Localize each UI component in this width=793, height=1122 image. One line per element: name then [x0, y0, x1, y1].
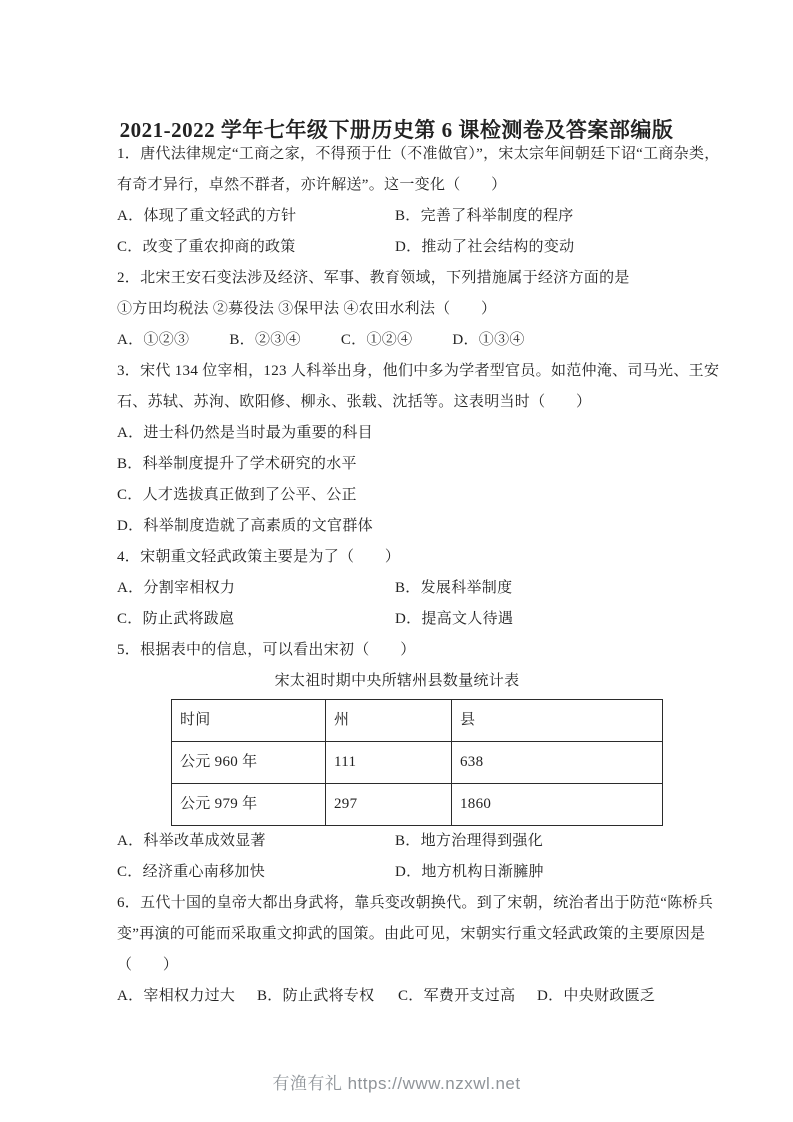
- q6-option-d: D．中央财政匮乏: [537, 988, 656, 1004]
- question-5-text-line-1: 5．根据表中的信息，可以看出宋初（ ）: [117, 642, 416, 658]
- footer-watermark: 有渔有礼 https://www.nzxwl.net: [272, 1074, 521, 1093]
- q4-option-b: B．发展科举制度: [395, 580, 513, 596]
- question-3-text-line-2: 石、苏轼、苏洵、欧阳修、柳永、张载、沈括等。这表明当时（ ）: [117, 394, 592, 410]
- q6-option-a: A．宰相权力过大: [117, 988, 236, 1004]
- question-2-text-line-1: 2．北宋王安石变法涉及经济、军事、教育领域，下列措施属于经济方面的是: [117, 270, 630, 286]
- question-2-text-line-2: ①方田均税法 ②募役法 ③保甲法 ④农田水利法（ ）: [117, 301, 497, 317]
- question-1-text-line-2: 有奇才异行，卓然不群者，亦许解送”。这一变化（ ）: [117, 177, 507, 193]
- question-1-options-row-2: [117, 232, 677, 263]
- q2-option-b: B．②③④: [229, 332, 301, 348]
- table-header-county: 县: [452, 700, 663, 742]
- question-4-options-row-1: [117, 573, 677, 604]
- table-cell-counties-960: 638: [452, 742, 663, 784]
- table-header-prefecture: 州: [326, 700, 452, 742]
- q5-option-a: A．科举改革成效显著: [117, 833, 266, 849]
- question-5-options-row-2: [117, 857, 677, 888]
- q3-option-c: C．人才选拔真正做到了公平、公正: [117, 487, 357, 503]
- table-caption: 宋太祖时期中央所辖州县数量统计表: [274, 673, 520, 689]
- q5-option-c: C．经济重心南移加快: [117, 864, 266, 880]
- question-5: [117, 635, 677, 888]
- q4-option-a: A．分割宰相权力: [117, 580, 236, 596]
- table-header-row: [172, 700, 663, 742]
- table-cell-year-960: 公元 960 年: [172, 742, 326, 784]
- q1-option-b: B．完善了科举制度的程序: [395, 208, 574, 224]
- question-6-options-row: [117, 981, 677, 1012]
- q3-option-d: D．科举制度造就了高素质的文官群体: [117, 518, 373, 534]
- table-cell-prefectures-979: 297: [326, 784, 452, 826]
- question-6-text-line-3: （ ）: [117, 957, 179, 973]
- question-3-text-line-1: 3．宋代 134 位宰相，123 人科举出身，他们中多为学者型官员。如范仲淹、司马光、王安: [117, 363, 720, 379]
- table-row-960: [172, 742, 663, 784]
- q6-option-b: B．防止武将专权: [257, 988, 375, 1004]
- q6-option-c: C．军费开支过高: [398, 988, 516, 1004]
- table-cell-prefectures-960: 111: [326, 742, 452, 784]
- exam-content: [117, 139, 720, 1012]
- table-row-979: [172, 784, 663, 826]
- question-4-options-row-2: [117, 604, 677, 635]
- table-cell-year-979: 公元 979 年: [172, 784, 326, 826]
- question-1-options-row-1: [117, 201, 677, 232]
- q1-option-d: D．推动了社会结构的变动: [395, 239, 575, 255]
- question-6-text-line-1: 6．五代十国的皇帝大都出身武将，靠兵变改朝换代。到了宋朝，统治者出于防范“陈桥兵: [117, 895, 714, 911]
- q1-option-c: C．改变了重农抑商的政策: [117, 239, 296, 255]
- question-2-options-row: [117, 325, 677, 356]
- q4-option-d: D．提高文人待遇: [395, 611, 514, 627]
- question-1-text-line-1: 1．唐代法律规定“工商之家，不得预于仕（不准做官）”，宋太宗年间朝廷下诏“工商杂类，: [117, 146, 720, 162]
- q5-option-b: B．地方治理得到强化: [395, 833, 544, 849]
- q4-option-c: C．防止武将跋扈: [117, 611, 235, 627]
- q3-option-b: B．科举制度提升了学术研究的水平: [117, 456, 357, 472]
- q2-option-c: C．①②④: [340, 332, 413, 348]
- page-title: 2021-2022 学年七年级下册历史第 6 课检测卷及答案部编版: [119, 118, 674, 143]
- q2-option-d: D．①③④: [452, 332, 525, 348]
- question-5-options-row-1: [117, 826, 677, 857]
- q1-option-a: A．体现了重文轻武的方针: [117, 208, 297, 224]
- question-2: [117, 263, 677, 356]
- question-1: [117, 139, 720, 263]
- question-4: [117, 542, 677, 635]
- question-6: [117, 888, 714, 1012]
- question-6-text-line-2: 变”再演的可能而采取重文抑武的国策。由此可见，宋朝实行重文轻武政策的主要原因是: [117, 926, 706, 942]
- table-cell-counties-979: 1860: [452, 784, 663, 826]
- table-header-time: 时间: [172, 700, 326, 742]
- q3-option-a: A．进士科仍然是当时最为重要的科目: [117, 425, 373, 441]
- stat-table: [171, 699, 663, 826]
- question-3: [117, 356, 720, 542]
- question-4-text-line-1: 4．宋朝重文轻武政策主要是为了（ ）: [117, 549, 401, 565]
- q2-option-a: A．①②③: [117, 332, 190, 348]
- q5-option-d: D．地方机构日渐臃肿: [395, 864, 544, 880]
